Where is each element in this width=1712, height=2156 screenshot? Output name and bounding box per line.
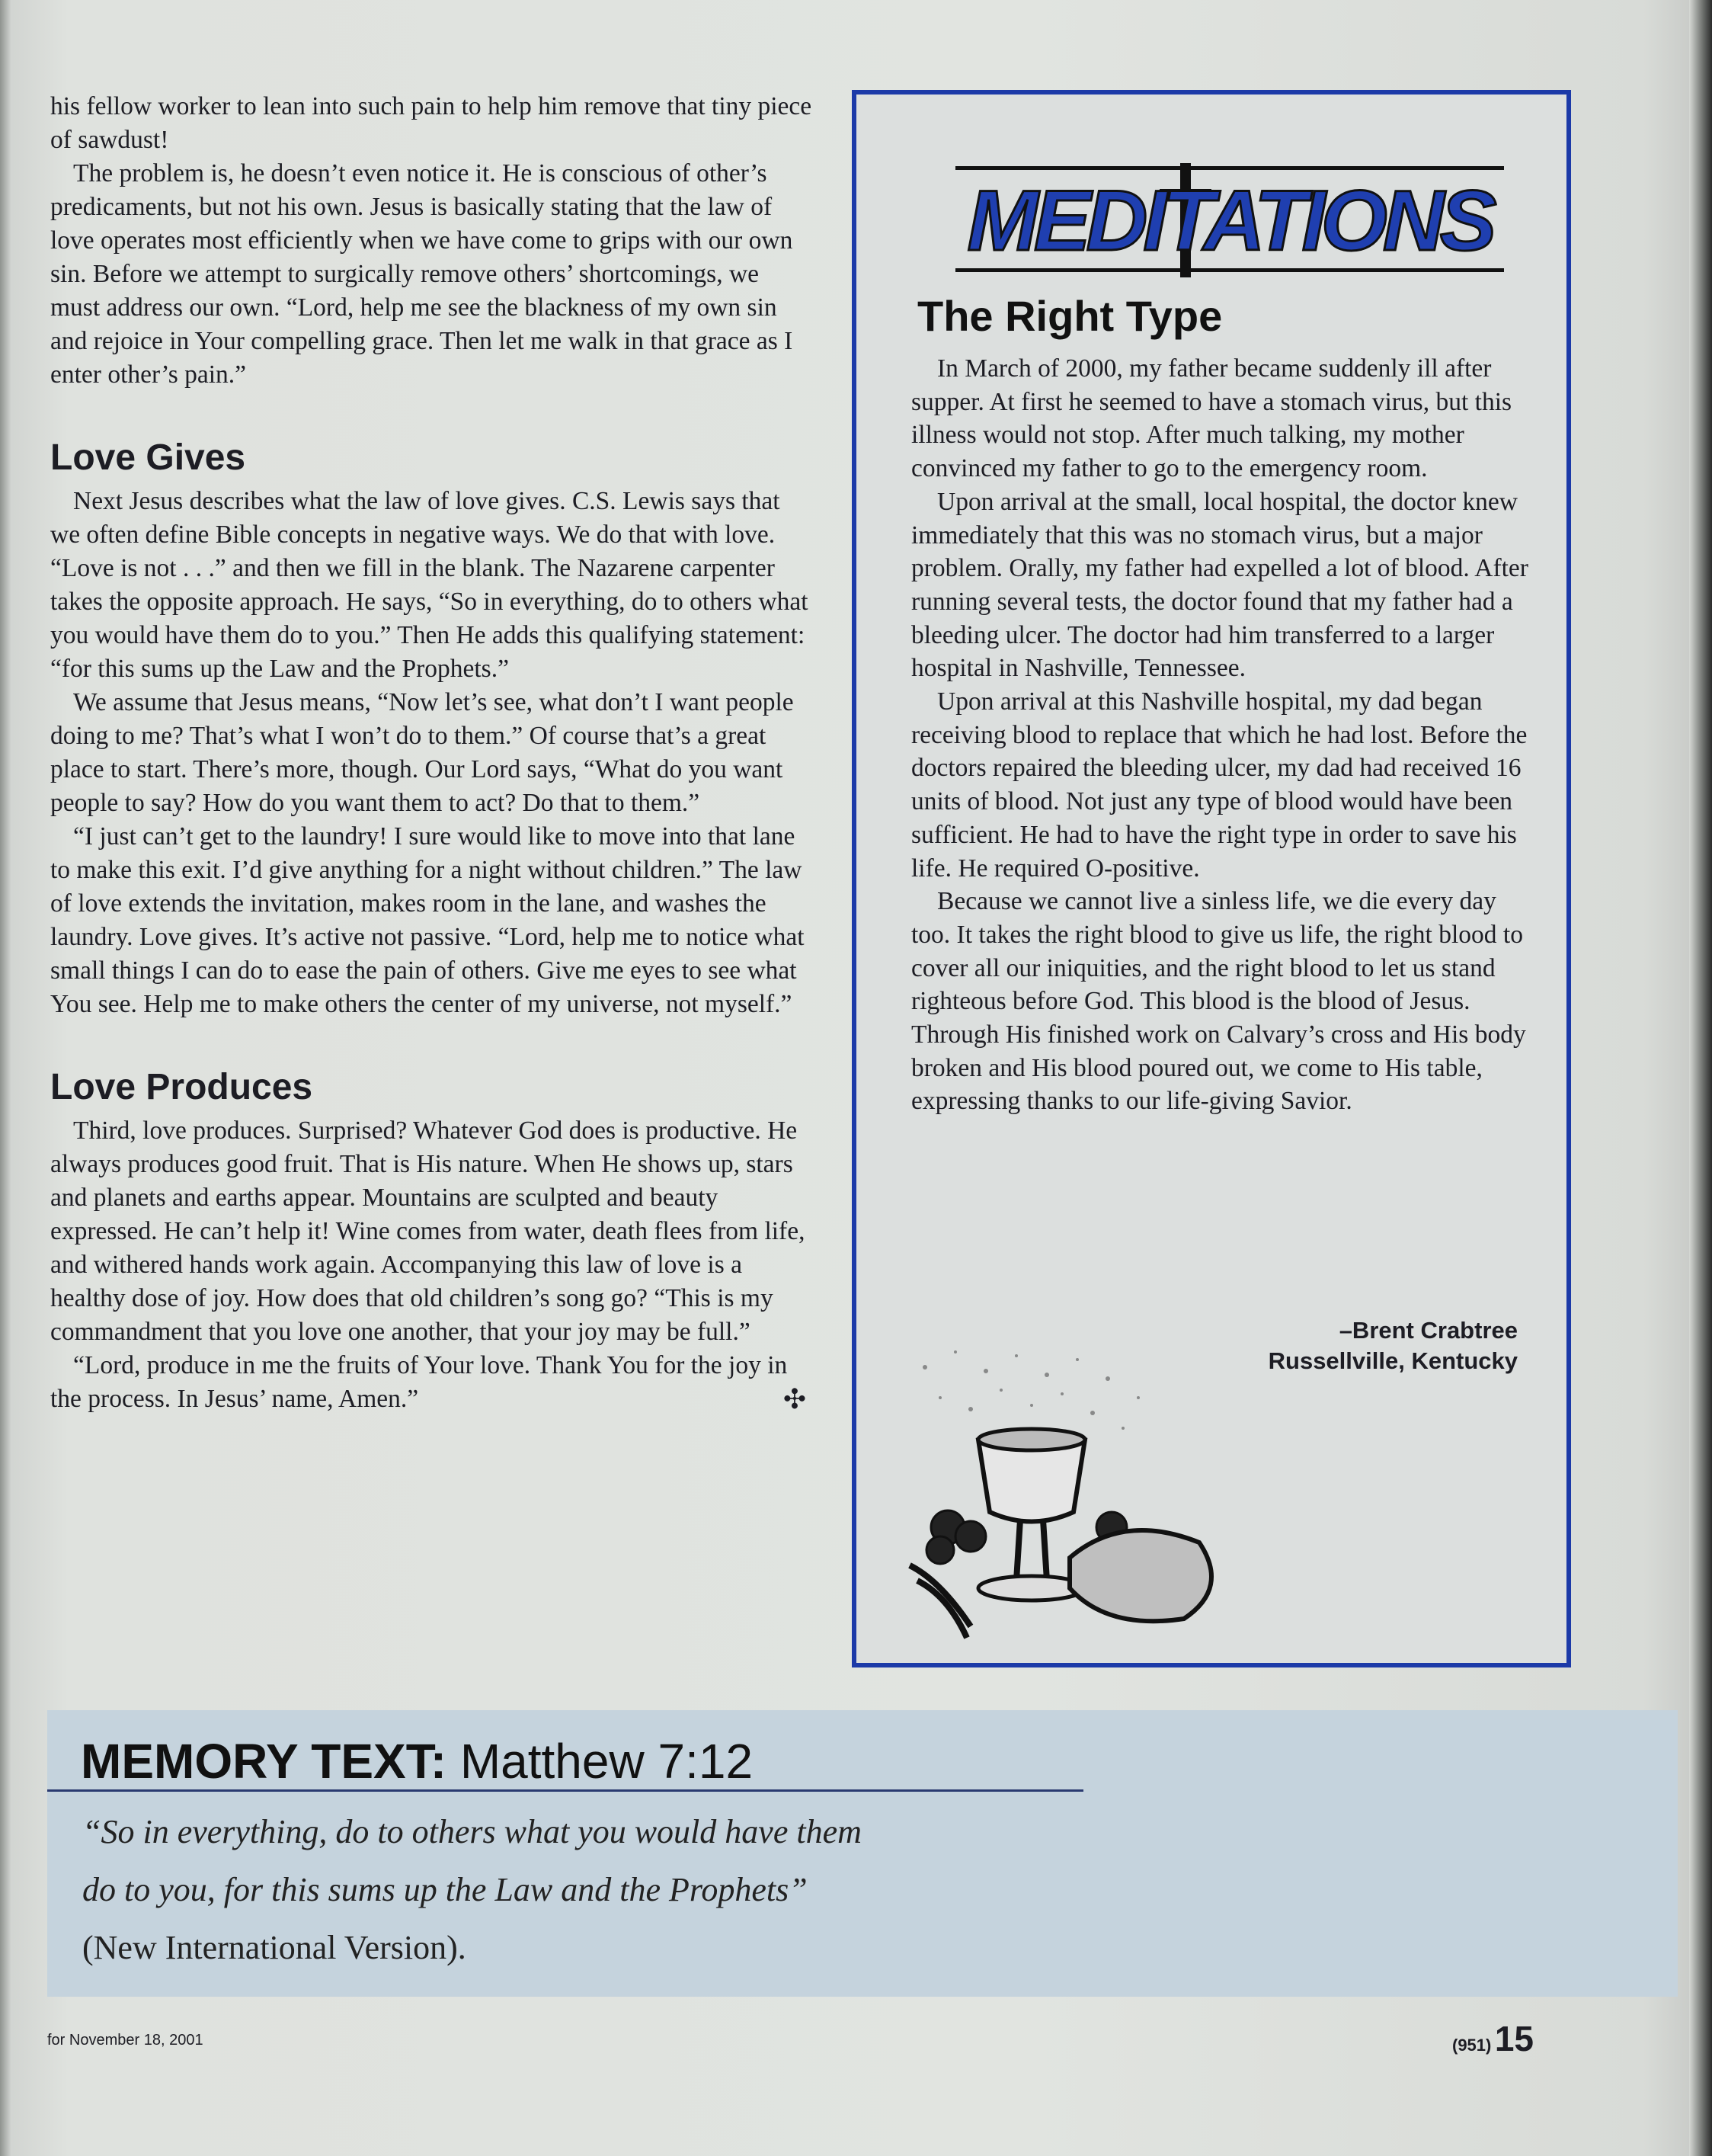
- memory-verse-line-2: do to you, for this sums up the Law and the Prophets”: [82, 1871, 808, 1908]
- prayer-text: “Lord, produce in me the fruits of Your love. Thank You for the joy in the process. In Jesus’ name, Amen.”: [50, 1351, 788, 1413]
- footer-page-number: [1452, 2018, 1534, 2059]
- end-mark-icon: ✣: [782, 1384, 806, 1414]
- memory-text-label: MEMORY TEXT:: [81, 1734, 447, 1789]
- meditations-logo-text: MEDITATIONS: [967, 173, 1493, 268]
- author-location: Russellville, Kentucky: [1268, 1347, 1518, 1374]
- page-binding-edge: [0, 0, 11, 2156]
- intro-paragraph-1: his fellow worker to lean into such pain to help him remove that tiny piece of sawdust!: [50, 92, 812, 154]
- love-gives-paragraph-3: “I just can’t get to the laundry! I sure would like to move into that lane to make this exit. I’d give anything for a night without children.” The law of love extends the invitation, makes room in the lane, and washes the laundry. Love gives. It’s active not passive. “Lord, help me to notice what small things I can do to ease the pain of others. Give me eyes to see what You see. Help me to make others the center of my universe, not myself.”: [50, 822, 805, 1018]
- meditation-paragraph-1: In March of 2000, my father became suddenly ill after supper. At first he seemed to have a stomach virus, but this illness would not stop. After much talking, my mother convinced my father to go to the emergency room.: [911, 354, 1512, 483]
- memory-verse: [82, 1803, 1149, 1977]
- memory-text-panel: [47, 1710, 1678, 1997]
- communion-illustration: [894, 1337, 1245, 1642]
- meditation-paragraph-3: Upon arrival at this Nashville hospital, my dad began receiving blood to replace that which he had lost. Before the doctors repaired the bleeding ulcer, my dad had received 16 units of blood. Not just any type of blood would have been sufficient. He had to have the right type in order to save his life. He required O-positive.: [911, 687, 1528, 883]
- memory-text-heading: [81, 1735, 753, 1788]
- intro-paragraph-2: The problem is, he doesn’t even notice it. He is conscious of other’s predicaments, but not his own. Jesus is basically stating that the law of love operates most efficiently when we have come to grips with our own sin. Before we attempt to surgically remove others’ shortcomings, we must address our own. “Lord, help me see the blackness of my own sin and rejoice in Your compelling grace. Then let me walk in that grace as I enter other’s pain.”: [50, 159, 793, 389]
- meditation-paragraph-4: Because we cannot live a sinless life, we die every day too. It takes the right blood to give us life, the right blood to cover all our iniquities, and the right blood to let us stand righteous before God. This blood is the blood of Jesus. Through His finished work on Calvary’s cross and His body broken and His blood poured out, we come to His table, expressing thanks to our life-giving Savior.: [911, 887, 1526, 1116]
- meditation-title: The Right Type: [917, 292, 1223, 340]
- author-name: –Brent Crabtree: [1339, 1317, 1518, 1344]
- footer-date: for November 18, 2001: [47, 2032, 203, 2049]
- article-column: [50, 90, 812, 1416]
- page-number: 15: [1494, 2019, 1534, 2058]
- meditations-box: [852, 90, 1571, 1667]
- meditation-paragraph-2: Upon arrival at the small, local hospital, the doctor knew immediately that this was no stomach virus, but a major problem. Orally, my father had expelled a lot of blood. After running several tests, the doctor found that my father had a bleeding ulcer. The doctor had him transferred to a larger hospital in Nashville, Tennessee.: [911, 487, 1528, 683]
- meditations-logo: [955, 163, 1504, 277]
- page-right-edge: [1689, 0, 1712, 2156]
- love-produces-paragraph-1: Third, love produces. Surprised? Whatever God does is productive. He always produces good fruit. That is His nature. When He shows up, stars and planets and earths appear. Mountains are sculpted and beauty expressed. He can’t help it! Wine comes from water, death flees from life, and withered hands work again. Accompanying this law of love is a healthy dose of joy. How does that old children’s song go? “This is my commandment that you love one another, that your joy may be full.”: [50, 1116, 805, 1346]
- bible-version: (New International Version).: [82, 1929, 466, 1966]
- love-produces-heading: Love Produces: [50, 1067, 313, 1107]
- love-gives-heading: Love Gives: [50, 437, 246, 478]
- love-gives-paragraph-2: We assume that Jesus means, “Now let’s see, what don’t I want people doing to me? That’s what I won’t do to them.” Of course that’s a great place to start. There’s more, though. Our Lord says, “What do you want people to say? How do you want them to act? Do that to them.”: [50, 688, 794, 817]
- memory-verse-line-1: “So in everything, do to others what you would have them: [82, 1813, 862, 1850]
- love-produces-paragraph-2: [50, 1349, 812, 1416]
- byline: [1269, 1315, 1518, 1376]
- issue-page-code: (951): [1452, 2036, 1492, 2055]
- memory-text-rule: [47, 1789, 1083, 1792]
- memory-text-reference: Matthew 7:12: [459, 1734, 754, 1789]
- meditation-body: [911, 352, 1536, 1118]
- love-gives-paragraph-1: Next Jesus describes what the law of love gives. C.S. Lewis says that we often define Bible concepts in negative ways. We do that with love. “Love is not . . .” and then we fill in the blank. The Nazarene carpenter takes the opposite approach. He says, “So in everything, do to others what you would have them do to you.” Then He adds this qualifying statement: “for this sums up the Law and the Prophets.”: [50, 487, 808, 683]
